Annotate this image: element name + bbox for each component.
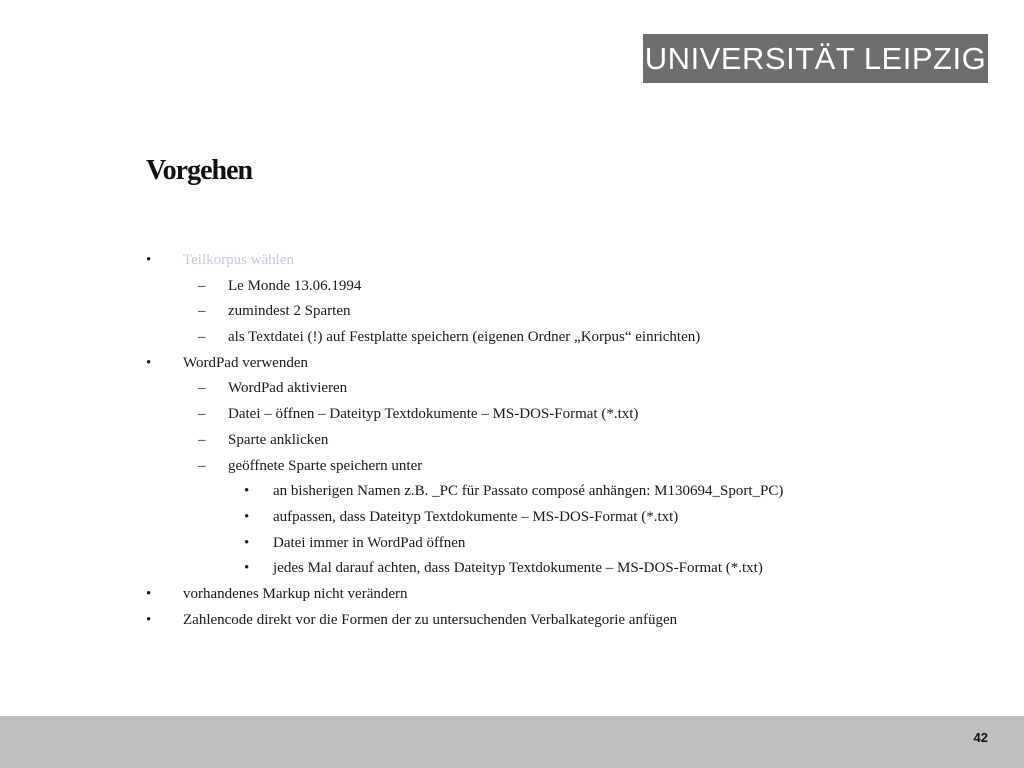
bullet-marker: •: [146, 611, 152, 628]
list-item: [0, 428, 1024, 454]
list-item-text: geöffnete Sparte speichern unter: [228, 457, 423, 474]
list-item-text: Sparte anklicken: [228, 431, 329, 448]
bullet-marker: •: [244, 508, 250, 525]
dash-marker: –: [198, 406, 206, 423]
list-item: [0, 479, 1024, 505]
list-item-text: Zahlencode direkt vor die Formen der zu untersuchenden Verbalkategorie anfügen: [183, 611, 678, 628]
list-item-text: vorhandenes Markup nicht verändern: [183, 585, 408, 602]
bullet-marker: •: [146, 252, 152, 268]
list-item-text: als Textdatei (!) auf Festplatte speichern (eigenen Ordner „Korpus“ einrichten): [228, 329, 701, 346]
list-item: [0, 454, 1024, 480]
dash-marker: –: [198, 457, 206, 474]
slide-title: Vorgehen: [146, 155, 253, 186]
list-item-text: zumindest 2 Sparten: [228, 303, 351, 320]
list-item-text: WordPad aktivieren: [228, 380, 348, 397]
university-logo: UNIVERSITÄT LEIPZIG: [643, 34, 988, 83]
dash-marker: –: [198, 329, 206, 346]
page-number: 42: [973, 730, 988, 745]
list-item: [0, 351, 1024, 377]
bullet-marker: •: [244, 483, 250, 500]
list-item-text: WordPad verwenden: [183, 354, 309, 371]
list-item-text: Datei – öffnen – Dateityp Textdokumente – MS-DOS-Format (*.txt): [228, 406, 639, 423]
bullet-marker: •: [244, 560, 250, 577]
dash-marker: –: [198, 303, 206, 320]
list-item: [0, 505, 1024, 531]
bullet-list: [0, 248, 1024, 633]
list-item: [0, 582, 1024, 608]
dash-marker: –: [198, 431, 206, 448]
teilkorpus-link[interactable]: Teilkorpus wählen: [183, 252, 295, 268]
list-item: [0, 376, 1024, 402]
list-item[interactable]: [0, 248, 1024, 274]
bullet-marker: •: [146, 354, 152, 371]
dash-marker: –: [198, 277, 206, 294]
bullet-marker: •: [244, 534, 250, 551]
list-item-text: aufpassen, dass Dateityp Textdokumente – MS-DOS-Format (*.txt): [273, 508, 679, 525]
list-item: [0, 299, 1024, 325]
bullet-marker: •: [146, 585, 152, 602]
list-item-text: jedes Mal darauf achten, dass Dateityp Textdokumente – MS-DOS-Format (*.txt): [273, 560, 763, 577]
list-item-text: Le Monde 13.06.1994: [228, 277, 362, 294]
dash-marker: –: [198, 380, 206, 397]
list-item-text: Datei immer in WordPad öffnen: [273, 534, 466, 551]
list-item: [0, 402, 1024, 428]
list-item: [0, 556, 1024, 582]
list-item-text: an bisherigen Namen z.B. _PC für Passato composé anhängen: M130694_Sport_PC): [273, 483, 784, 500]
list-item: [0, 325, 1024, 351]
list-item: [0, 274, 1024, 300]
list-item: [0, 608, 1024, 634]
footer-bar: [0, 716, 1024, 768]
list-item: [0, 531, 1024, 557]
